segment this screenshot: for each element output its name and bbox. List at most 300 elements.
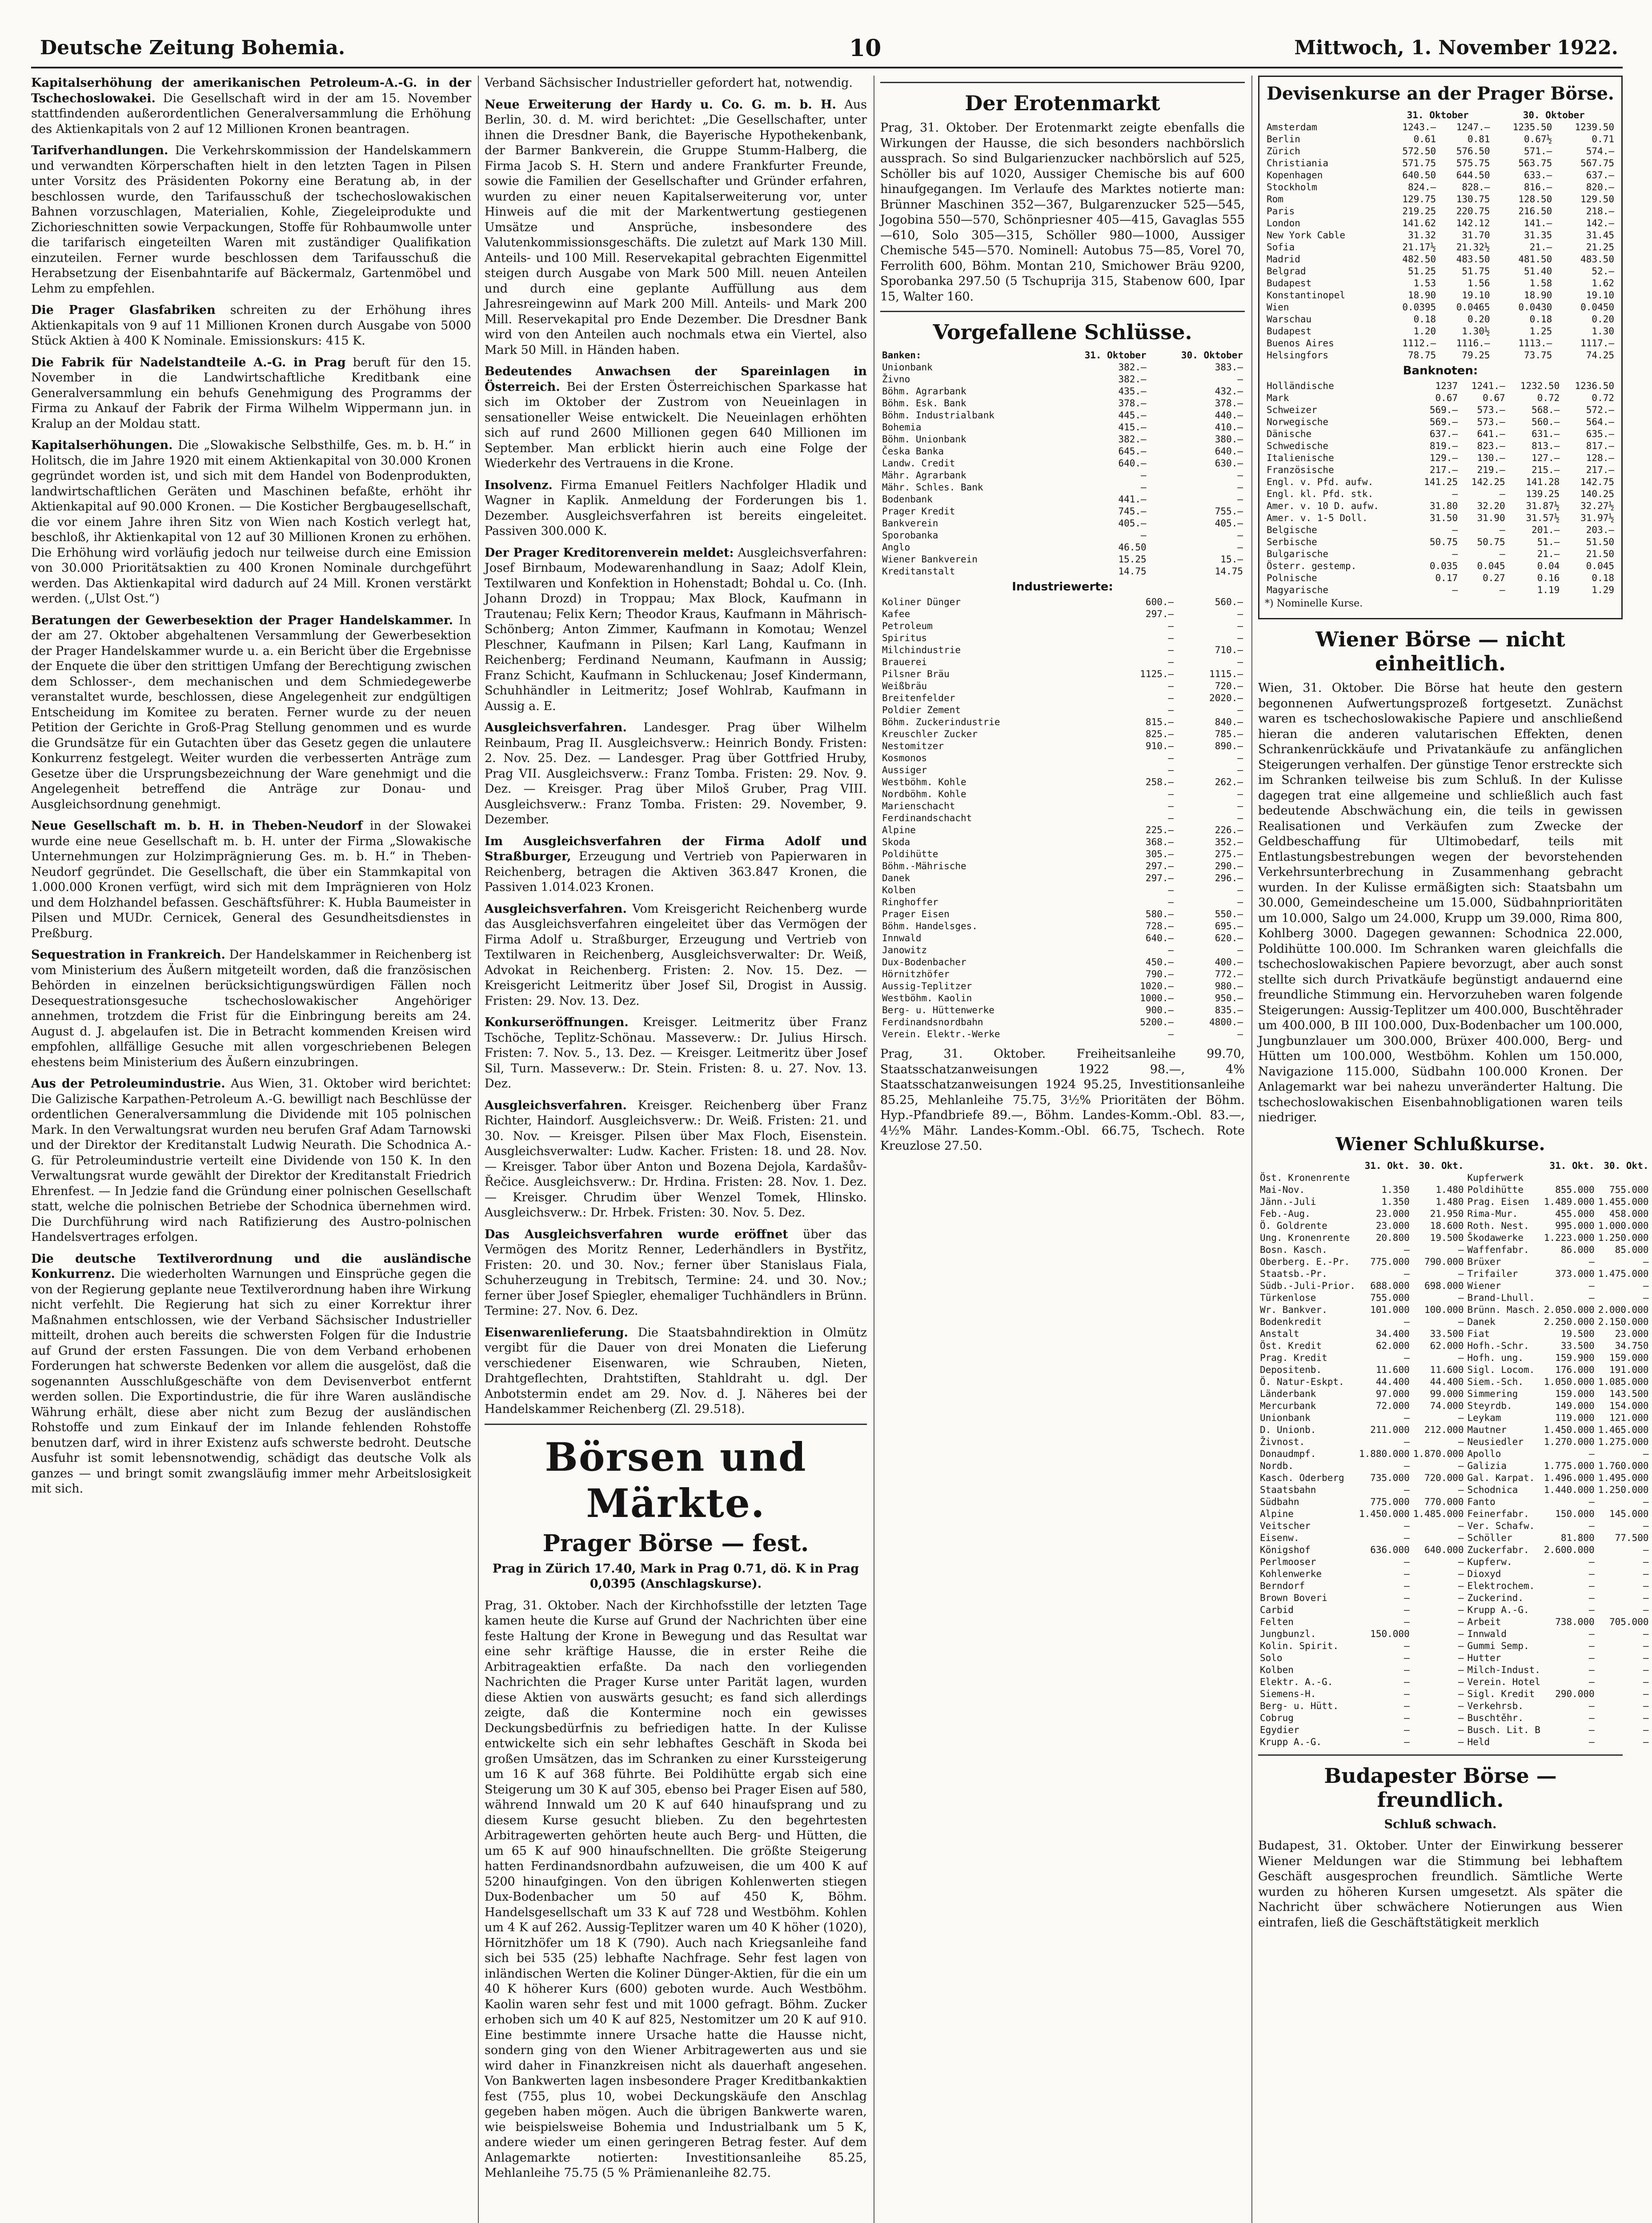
table-row [880,554,1245,566]
table-cell: 119.000 [1555,1412,1595,1423]
table-cell: 11.600 [1430,1364,1464,1375]
table-cell: Elektrochem. [1467,1580,1535,1591]
table-cell: — [1168,897,1174,907]
article [31,355,471,432]
column-header: 30. Oktober [1181,350,1243,361]
table-cell: Dux-Bodenbacher [882,957,966,967]
table-cell: 0.17 [1435,573,1458,583]
table-row [1258,1448,1651,1460]
article [31,1076,471,1245]
table-row [1258,1232,1651,1244]
table-cell: — [1168,705,1174,715]
table-cell: Milchindustrie [882,645,961,655]
table-cell: 0.67½ [1524,134,1552,144]
table-cell: 52.— [1592,266,1614,277]
table-cell: — [1589,1664,1595,1675]
table-cell: — [1237,494,1243,505]
table-cell: 34.750 [1615,1340,1649,1351]
table-cell: Škodawerke [1467,1232,1524,1243]
table-cell: 817.— [1586,441,1614,451]
table-cell: 130.— [1477,453,1505,463]
table-cell: Breitenfelder [882,693,955,703]
table-cell: 5200.— [1140,1017,1174,1027]
article-lead: Aus der Petroleumindustrie. [31,1077,225,1091]
table-row [880,482,1245,494]
article [31,303,471,349]
article-lead: Ausgleichsverfahren. [485,1098,627,1112]
table-row [880,421,1245,433]
table-cell: Südb.-Juli-Prior. [1260,1280,1355,1291]
table-row [1265,512,1616,524]
table-cell: 640.— [1145,933,1174,943]
table-cell: 635.— [1586,429,1614,439]
table-cell: Staatsbahn [1260,1484,1316,1495]
table-row [1265,337,1616,349]
table-cell: Schodnica [1467,1484,1518,1495]
table-cell: Oberberg. E.-Pr. [1260,1256,1350,1267]
table-cell: 31.87½ [1526,501,1560,511]
table-cell: 1239.50 [1575,122,1614,132]
budapest-title: Budapester Börse — freundlich. [1324,1763,1557,1812]
article-lead: Die Prager Glasfabriken [31,303,216,317]
table-cell: Mai-Nov. [1260,1184,1305,1195]
table-cell: 572.50 [1402,146,1436,156]
article-lead: Bedeutendes Anwachsen der Spareinlagen in Österreich. [485,365,867,394]
table-cell: — [1141,482,1147,493]
table-cell: 1232.50 [1520,381,1560,391]
table-row [880,896,1245,908]
table-row [880,848,1245,860]
table-cell: Christiania [1267,158,1329,169]
table-row [1265,169,1616,181]
table-cell: Mähr. Schles. Bank [882,482,983,493]
table-cell: 1.56 [1467,278,1490,289]
table-cell: 1.62 [1592,278,1614,289]
table-row [880,608,1245,620]
article-text: Erzeugung und Vertrieb von Papierwaren in Reichenberg, betragen die Aktiven 363.847 Kronen, die Passiven 1.014.023 Kronen. [485,850,867,894]
table-row [1265,428,1616,440]
table-cell: — [1643,1592,1649,1603]
table-cell: — [1404,1352,1410,1363]
article-lead: Die deutsche Textilverordnung und die ausländische Konkurrenz. [31,1252,471,1281]
table-row [1265,572,1616,584]
table-cell: 482.50 [1402,254,1436,265]
table-cell: — [1168,813,1174,823]
article-text: Vom Kreisgericht Reichenberg wurde das Ausgleichsverfahren eingeleitet über das Vermögen der Firma Adolf u. Straßburger, Erzeugung und Vertrieb von Textilwaren in Reichenberg, Ausgleichsverwalter: Dr. Weiß, Advokat in Reichenberg. Fristen: 2. Nov. 15. Dez. — Kreisgericht Leitmeritz über Josef Sil, Drogist in Aussig. Fristen: 29. Nov. 13. Dez. [485,902,867,1008]
table-cell: — [1589,1292,1595,1303]
table-row [1265,289,1616,301]
table-cell: Kolin. Spirit. [1260,1640,1339,1651]
table-cell: 141.25 [1424,477,1458,487]
table-cell: 128.— [1586,453,1614,463]
industry-title: Industriewerte: [1012,580,1113,594]
table-cell: 483.50 [1580,254,1614,265]
table-cell: — [1404,1604,1410,1615]
table-cell: 31.32 [1407,230,1436,241]
wiener-schluss-table [1258,1160,1651,1748]
table-cell: Helsingfors [1267,350,1329,361]
article [485,478,867,539]
table-cell: Hofh. ung. [1467,1352,1524,1363]
column-header [1265,109,1384,121]
table-cell: Wiener Bankverein [882,554,978,565]
table-cell: Kosmonos [882,753,927,763]
table-cell: — [1643,1568,1649,1579]
table-cell: — [1168,801,1174,811]
table-cell: Zuckerfabr. [1467,1544,1529,1555]
table-cell: Paris [1267,206,1295,217]
table-row [1265,404,1616,416]
table-cell: 631.— [1532,429,1560,439]
table-row [1258,1676,1651,1688]
table-cell: — [1404,1712,1410,1723]
table-cell: Ö. Natur-Eskpt. [1260,1376,1344,1387]
table-cell: 78.75 [1407,350,1436,361]
table-cell: 637.— [1586,170,1614,181]
table-cell: — [1643,1556,1649,1567]
banks-rows [880,361,1245,578]
table-row [880,920,1245,932]
article [31,1252,471,1497]
table-cell [1357,1172,1411,1184]
table-row [880,956,1245,968]
table-cell: Böhm. Zuckerindustrie [882,717,1000,727]
table-cell: — [1458,1316,1464,1327]
table-cell: 1247.— [1456,122,1490,132]
table-cell: 563.75 [1518,158,1552,169]
table-row [1265,584,1616,596]
table-row [1258,1424,1651,1436]
table-cell: — [1237,621,1243,631]
table-cell: — [1589,1580,1595,1591]
table-cell: — [1141,470,1147,481]
table-cell: — [1237,609,1243,619]
table-cell: 1.480 [1435,1184,1464,1195]
table-cell: Živno [882,374,910,385]
table-cell: 215.— [1532,465,1560,475]
table-cell: — [1643,1724,1649,1735]
table-cell: — [1458,1520,1464,1531]
table-cell: — [1452,585,1458,595]
article-text: Die Verkehrskommission der Handelskammern und verwandten Körperschaften hielt in den letzten Tagen in Pilsen unter Vorsitz des Präsidenten Pokorny eine Beratung ab, in der beschlossen wurde, den Tarifausschuß der tschechoslowakischen Bahnen vorzuschlagen, Materialien, Kohle, Ziegeleiprodukte und Zichorieschnitten sowie Verpackungen, Stoffe für Rohbaumwolle unter die tarifarisch eingeteilten Waren mit zuständiger Qualifikation einzuteilen. Ferner wurde beschlossen dem Tarifausschuß die Herabsetzung der Eisenbahntarife auf Bäckermalz, Gartenmöbel und Lehm zu empfehlen. [31,144,471,296]
table-cell: Nordböhm. Kohle [882,789,966,799]
table-cell: 219.25 [1402,206,1436,217]
table-cell: 44.400 [1430,1376,1464,1387]
table-row [880,812,1245,824]
table-cell: 21.— [1537,549,1560,559]
table-cell: 0.81 [1467,134,1490,144]
table-cell: — [1404,1568,1410,1579]
table-cell: 33.500 [1430,1328,1464,1339]
table-cell: 890.— [1215,741,1243,751]
table-row [1258,1352,1651,1364]
table-cell: — [1404,1700,1410,1711]
table-cell: 44.400 [1375,1376,1410,1387]
article [31,613,471,813]
table-cell: 910.— [1145,741,1174,751]
table-cell: 18.90 [1524,290,1552,301]
table-row [1265,548,1616,560]
column-header: 30. Oktober [1523,110,1585,120]
table-cell: — [1404,1520,1410,1531]
table-header-row [1265,109,1616,121]
table-row [880,980,1245,992]
table-cell: 383.— [1215,362,1243,373]
table-row [1265,560,1616,572]
table-cell: — [1404,1436,1410,1447]
table-cell: Sigl. Locom. [1467,1364,1535,1375]
table-cell: 1.000.000 [1598,1220,1649,1231]
table-cell: 31.50 [1429,513,1458,523]
column-header: 30. Okt. [1604,1160,1649,1171]
table-cell: 410.— [1215,422,1243,433]
table-cell: 550.— [1215,909,1243,919]
table-cell: — [1458,1724,1464,1735]
table-row [880,1016,1245,1028]
table-cell: 217.— [1586,465,1614,475]
article-lead: Konkurseröffnungen. [485,1015,629,1029]
table-row [1265,301,1616,313]
table-cell: 1.085.000 [1598,1376,1649,1387]
table-cell: Bosn. Kasch. [1260,1244,1327,1255]
table-cell: — [1458,1676,1464,1687]
table-cell: — [1404,1412,1410,1423]
table-cell: 1.223.000 [1544,1232,1595,1243]
column-header [1466,1160,1542,1172]
schluesse-table [880,349,1245,578]
schluesse-title: Vorgefallene Schlüsse. [933,320,1192,344]
table-cell: 18.600 [1430,1220,1464,1231]
table-cell: — [1404,1616,1410,1627]
table-row [880,884,1245,896]
table-row [1258,1388,1651,1400]
article-text: schreiten zu der Erhöhung ihres Aktienkapitals von 9 auf 11 Millionen Kronen durch Ausgabe von 5000 Stück Aktien à 400 K Nominale. Emissionskurs: 415 K. [31,303,472,348]
table-cell: — [1589,1496,1595,1507]
table-cell: 445.— [1118,410,1147,421]
table-row [1258,1700,1651,1712]
article-text: Kreisger. Reichenberg über Franz Richter, Haindorf. Ausgleichsverw.: Dr. Weiß. Fristen: 21. und 30. Nov. — Kreisger. Pilsen über Max Floch, Eisenstein. Ausgleichsverwalter: Ludw. Kacher. Fristen: 18. und 28. Nov. — Kreisger. Tabor über Anton und Bozena Dejola, Kardašův-Řečice. Ausgleichsverw.: Dr. Hrdina. Fristen: 28. Nov. 1. Dez. — Kreisger. Chrudim über Wenzel Tomek, Hlinsko. Ausgleichsverw.: Dr. Hrbek. Fristen: 30. Nov. 5. Dez. [485,1098,867,1220]
table-cell: Spiritus [882,633,927,643]
table-cell: Brand-Lhull. [1467,1292,1535,1303]
table-cell: 275.— [1215,849,1243,859]
table-header-row [880,349,1245,361]
table-cell: Westböhm. Kohle [882,777,966,787]
table-cell: 1.350 [1381,1196,1410,1207]
table-cell: — [1404,1532,1410,1543]
table-cell: 641.— [1477,429,1505,439]
table-cell: Mark [1267,393,1289,403]
table-cell: 1.496.000 [1544,1472,1595,1483]
table-cell: — [1458,1436,1464,1447]
table-cell: Bodenkredit [1260,1316,1322,1327]
table-row [1258,1184,1651,1196]
table-row [880,836,1245,848]
table-cell: 33.500 [1560,1340,1595,1351]
table-cell: Belgische [1267,525,1317,535]
table-cell: 644.50 [1456,170,1490,181]
table-cell: 0.0465 [1456,302,1490,313]
table-cell: 567.75 [1580,158,1614,169]
article-text: Die „Slowakische Selbsthilfe, Ges. m. b. H.“ in Holitsch, die im Jahre 1920 mit einem Aktienkapital von 30.000 Kronen gegründet worden ist, und sich mit dem Handel von Bodenprodukten, landwirtschaftlichen Geräten und Maschinen befaßte, erhöht ihr Aktienkapital auf 90.000 Kronen. — Die Kosticher Bergbaugesellschaft, die vor einem Jahre ihren Sitz von Wien nach Kostich verlegt hat, beschloß, ihr Aktienkapital von 12 auf 30 Millionen Kronen zu erhöhen. Die Erhöhung wird vorläufig jedoch nur teilweise durch eine Emission von 30.000 Prioritätsaktien zu 400 Kronen Nominale durchgeführt werden. Das Aktienkapital wird dadurch auf 24 Mill. Kronen verstärkt werden. („Ulst Ost.“) [31,438,471,606]
table-cell: 62.000 [1430,1340,1464,1351]
column-header: 31. Oktober [1084,350,1147,361]
table-cell: — [1237,657,1243,667]
table-cell: 378.— [1215,398,1243,409]
divider [1258,1754,1623,1756]
table-cell: 1.465.000 [1598,1424,1649,1435]
table-row [1265,452,1616,464]
table-row [880,668,1245,680]
article [485,1227,867,1319]
table-cell: 1.270.000 [1544,1436,1595,1447]
industry-table [880,596,1245,1040]
table-cell: Serbische [1267,537,1317,547]
table-cell: 4800.— [1209,1017,1243,1027]
table-cell: 1.19 [1537,585,1560,595]
table-cell: 14.75 [1118,566,1147,577]
table-row [1258,1304,1651,1316]
table-cell: 0.0430 [1518,302,1552,313]
table-cell: — [1458,1580,1464,1591]
table-cell: 79.25 [1462,350,1490,361]
table-cell: 698.000 [1424,1280,1464,1291]
column-2 [485,76,867,2223]
prague-exchange-subtitle: Prag in Zürich 17.40, Mark in Prag 0.71, dö. K in Prag 0,0395 (Anschlagskurse). [492,1561,859,1591]
article-lead: Beratungen der Gewerbesektion der Prager Handelskammer. [31,613,453,627]
newspaper-page [31,27,1649,2223]
table-row [1258,1724,1651,1736]
table-cell: 139.25 [1526,489,1560,499]
table-cell: 785.— [1215,729,1243,739]
bond-report: Prag, 31. Oktober. Freiheitsanleihe 99.70, Staatsschatzanweisungen 1922 98.—, 4% Staatsschatzanweisungen 1924 95.25, Investitionsanleihe 85.25, Mehlanleihe 75.75, 3½% Prioritäten der Böhm. Hyp.-Pfandbriefe 89.—, Böhm. Landes-Komm.-Obl. 83.—, 4½% Mähr. Landes-Komm.-Obl. 66.75, Tschech. Rote Kreuzlose 27.50. [880,1047,1245,1153]
table-cell: — [1458,1592,1464,1603]
table-cell: Böhm. Esk. Bank [882,398,966,409]
article [485,902,867,1009]
table-cell: 159.000 [1609,1352,1649,1363]
column-header: 31. Oktober [1407,110,1469,120]
table-cell: 1.475.000 [1598,1268,1649,1279]
table-cell: 790.000 [1424,1256,1464,1267]
table-cell: — [1589,1736,1595,1747]
table-cell: — [1404,1652,1410,1663]
table-cell: Rima-Mur. [1467,1208,1518,1219]
table-cell: Amsterdam [1267,122,1317,132]
table-row [1265,121,1616,133]
table-row [1265,440,1616,452]
table-cell: — [1589,1628,1595,1639]
table-cell: Neusiedler [1467,1436,1524,1447]
table-row [880,824,1245,836]
table-cell: Zürich [1267,146,1300,156]
table-cell: 950.— [1215,993,1243,1003]
article-text: Der Handelskammer in Reichenberg ist vom Ministerium des Äußern mitgeteilt worden, daß die französischen Behörden in einzelnen berücksichtigungswürdigen Fällen noch Desequestrationsgesuche tschechoslowakischer Angehöriger annehmen, trotzdem die Frist für die Einbringung bereits am 24. August d. J. abgelaufen ist. Die in Betracht kommenden Kreisen wird empfohlen, allfällige Gesuche mit allen vorgeschriebenen Belegen ehestens beim Ministerium des Äußern einzubringen. [31,948,471,1069]
table-cell: 1.450.000 [1544,1424,1595,1435]
table-cell: 0.67 [1483,393,1505,403]
table-cell: Bodenbank [882,494,933,505]
table-row [880,860,1245,872]
table-cell: 72.000 [1375,1400,1410,1411]
table-cell: Hutter [1467,1652,1501,1663]
table-cell: Weißbräu [882,681,927,691]
table-row [880,445,1245,457]
column-header: 31. Okt. [1364,1160,1410,1171]
table-cell: 0.18 [1592,573,1614,583]
table-cell: 2.050.000 [1544,1304,1595,1315]
table-cell: 574.— [1586,146,1614,156]
table-cell: 32.27½ [1580,501,1614,511]
table-cell: 0.72 [1537,393,1560,403]
table-cell: Französische [1267,465,1334,475]
budapest-report: Budapest, 31. Oktober. Unter der Einwirkung besserer Wiener Meldungen war die Stimmung bei lebhaftem Geschäft ausgesprochen freundlich. Sämtliche Werte wurden zu höheren Kursen umgesetzt. Als später die Nachricht über schwächere Notierungen aus Wien eintrafen, ließ die Geschäftstätigkeit merklich [1258,1839,1623,1930]
table-cell: Steyrdb. [1467,1400,1512,1411]
table-cell: 0.18 [1529,314,1552,325]
banknotes-title: Banknoten: [1403,364,1478,377]
table-cell: Živnost. [1260,1436,1305,1447]
table-cell: — [1500,489,1505,499]
table-cell: Dioxyd [1467,1568,1501,1579]
table-cell: Alpine [882,825,916,835]
table-cell: Prag. Kredit [1260,1352,1327,1363]
table-cell: — [1500,549,1505,559]
table-cell: 85.000 [1615,1244,1649,1255]
article-text: beruft für den 15. November in die Landwirtschaftliche Kreditbank eine Generalversammlung ein behufs Genehmigung des Programms der Firma zu Ankauf der Fabrik der Firma Wilhelm Wippermann jun. in Kralup an der Moldau statt. [31,355,471,431]
article-lead: Das Ausgleichsverfahren wurde eröffnet [485,1227,788,1241]
table-cell: Felten [1260,1616,1294,1627]
table-cell: Landw. Credit [882,458,955,469]
table-cell: 441.— [1118,494,1147,505]
table-cell: 31.45 [1586,230,1614,241]
table-cell: Konstantinopel [1267,290,1346,301]
table-cell: 770.000 [1424,1496,1464,1507]
table-cell: — [1404,1724,1410,1735]
table-cell: 18.90 [1407,290,1436,301]
table-cell: 828.— [1462,182,1490,193]
table-cell: Brown Boveri [1260,1592,1327,1603]
table-cell: — [1643,1640,1649,1651]
table-cell: Galizia [1467,1460,1507,1471]
table-cell: — [1141,530,1147,541]
table-row [1265,349,1616,361]
article [485,1015,867,1092]
table-header-row [1258,1160,1651,1172]
table-cell: — [1168,1029,1174,1039]
table-row [880,506,1245,518]
table-cell: 154.000 [1609,1400,1649,1411]
table-cell: Fiat [1467,1328,1490,1339]
article-text: Bei der Ersten Österreichischen Sparkasse hat sich im Oktober der Zustrom von Neueinlagen in sensationeller Weise entwickelt. Die Neueinlagen erhöhten sich auf rund 2600 Millionen gegen 640 Millionen im September. Man erblickt hierin auch eine Folge der Wiederkehr des Vertrauens in die Krone. [485,380,867,470]
table-cell: — [1589,1592,1595,1603]
table-cell: 290.— [1215,861,1243,871]
table-row [880,494,1245,506]
table-row [880,542,1245,554]
article-text: Aus Wien, 31. Oktober wird berichtet: Die Galizische Karpathen-Petroleum A.-G. bewilligt nach Beschlüsse der ordentlichen Generalversammlung die Dividende mit 105 polnischen Mark. In den Verwaltungsrat wurden neu berufen Graf Adam Tarnowski und der Direktor der Kreditanstalt Ludwig Neurath. Die Schodnica A.-G. für Petroleumindustrie verteilt eine Dividende von 150 K. In den Verwaltungsrat wurde gewählt der Direktor der Kreditanstalt Friedrich Ehrenfest. — In Jedzie fand die Gründung einer polnischen Gesellschaft statt, welche die polnischen Betriebe der Schodnica übernehmen wird. Die Durchführung wird nach Ratifizierung des Austro-polnischen Handelsvertrages erfolgen. [31,1077,471,1244]
table-cell: — [1168,681,1174,691]
table-cell: 31.97½ [1580,513,1614,523]
table-row [1258,1316,1651,1328]
table-cell: 1.050.000 [1544,1376,1595,1387]
table-cell: Budapest [1267,278,1312,289]
table-row [1258,1340,1651,1352]
table-cell: Öst. Kredit [1260,1340,1322,1351]
table-cell: Innwald [882,933,922,943]
table-cell: 51.75 [1462,266,1490,277]
table-cell: Amer. v. 10 D. aufw. [1267,501,1379,511]
devisen-footnote: *) Nominelle Kurse. [1265,598,1363,609]
table-cell: 738.000 [1555,1616,1595,1627]
article [31,819,471,941]
table-cell: Königshof [1260,1544,1311,1555]
table-cell: 576.50 [1456,146,1490,156]
